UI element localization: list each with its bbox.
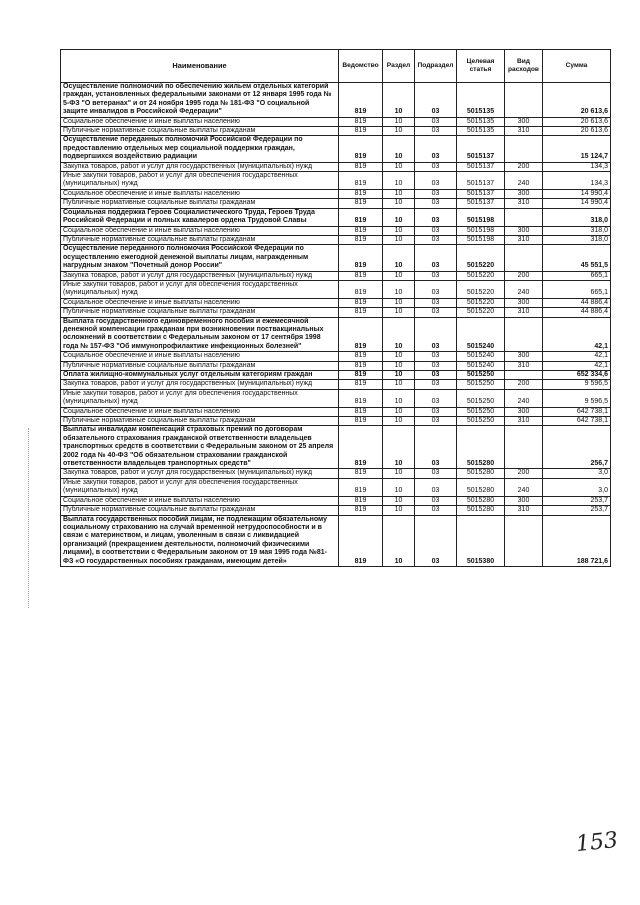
cell-statya: 5015280 [457,506,505,515]
cell-summa: 9 596,5 [543,380,611,389]
cell-statya: 5015220 [457,245,505,271]
cell-vid [505,371,543,380]
cell-statya: 5015250 [457,407,505,416]
cell-vedomstvo: 819 [339,136,383,162]
cell-vedomstvo: 819 [339,352,383,361]
cell-name: Публичные нормативные социальные выплаты гражданам [61,417,339,426]
cell-summa: 42,1 [543,361,611,370]
cell-podrazdel: 03 [415,426,457,469]
budget-table [60,49,611,567]
cell-summa: 134,3 [543,172,611,190]
cell-razdel: 10 [383,426,415,469]
cell-podrazdel: 03 [415,136,457,162]
cell-podrazdel: 03 [415,515,457,566]
cell-statya: 5015380 [457,515,505,566]
cell-razdel: 10 [383,478,415,496]
cell-podrazdel: 03 [415,226,457,235]
cell-podrazdel: 03 [415,417,457,426]
cell-statya: 5015250 [457,380,505,389]
cell-vedomstvo: 819 [339,389,383,407]
table-row [61,496,611,505]
cell-summa: 3,0 [543,469,611,478]
cell-summa: 253,7 [543,496,611,505]
cell-name: Оплата жилищно-коммунальных услуг отдельным категориям граждан [61,371,339,380]
table-row [61,361,611,370]
cell-podrazdel: 03 [415,172,457,190]
table-row [61,127,611,136]
cell-name: Социальное обеспечение и иные выплаты населению [61,117,339,126]
cell-razdel: 10 [383,245,415,271]
cell-podrazdel: 03 [415,389,457,407]
cell-podrazdel: 03 [415,506,457,515]
cell-razdel: 10 [383,162,415,171]
cell-vedomstvo: 819 [339,208,383,226]
cell-vid: 300 [505,298,543,307]
cell-name: Социальное обеспечение и иные выплаты населению [61,496,339,505]
cell-statya: 5015280 [457,469,505,478]
cell-statya: 5015137 [457,136,505,162]
cell-vedomstvo: 819 [339,280,383,298]
cell-summa: 3,0 [543,478,611,496]
cell-razdel: 10 [383,506,415,515]
cell-vid: 310 [505,308,543,317]
cell-statya: 5015280 [457,496,505,505]
cell-razdel: 10 [383,83,415,118]
cell-statya: 5015220 [457,298,505,307]
cell-name: Иные закупки товаров, работ и услуг для обеспечения государственных (муниципальных) нужд [61,478,339,496]
table-row [61,226,611,235]
table-row-section [61,245,611,271]
cell-statya: 5015198 [457,235,505,244]
table-row [61,469,611,478]
cell-vedomstvo: 819 [339,506,383,515]
cell-podrazdel: 03 [415,496,457,505]
cell-vedomstvo: 819 [339,380,383,389]
cell-podrazdel: 03 [415,308,457,317]
cell-statya: 5015198 [457,226,505,235]
cell-podrazdel: 03 [415,271,457,280]
cell-razdel: 10 [383,226,415,235]
cell-podrazdel: 03 [415,199,457,208]
cell-summa: 253,7 [543,506,611,515]
cell-podrazdel: 03 [415,208,457,226]
cell-name: Социальное обеспечение и иные выплаты населению [61,352,339,361]
cell-vedomstvo: 819 [339,298,383,307]
cell-statya: 5015280 [457,478,505,496]
cell-vedomstvo: 819 [339,199,383,208]
cell-name: Иные закупки товаров, работ и услуг для обеспечения государственных (муниципальных) нужд [61,389,339,407]
cell-summa: 20 613,6 [543,83,611,118]
cell-name: Осуществление полномочий по обеспечению жильем отдельных категорий граждан, установленных федеральными законами от 12 января 1995 года № 5-ФЗ "О ветеранах" и от 24 ноября 1995 года № 181-ФЗ "О социальной защите инвалидов в Российской Федерации" [61,83,339,118]
cell-summa: 20 613,6 [543,127,611,136]
cell-podrazdel: 03 [415,380,457,389]
table-row-section [61,371,611,380]
cell-name: Выплаты инвалидам компенсаций страховых премий по договорам обязательного страхования гражданской ответственности владельцев транспортных средств в соответствии с Федеральным законом от 25 апреля 2002 года № 40-ФЗ "Об обязательном страховании гражданской ответственности владельцев транспортных средств" [61,426,339,469]
cell-vid: 200 [505,380,543,389]
cell-vid: 300 [505,226,543,235]
cell-podrazdel: 03 [415,469,457,478]
cell-vedomstvo: 819 [339,226,383,235]
cell-vedomstvo: 819 [339,317,383,352]
cell-summa: 20 613,6 [543,117,611,126]
cell-vedomstvo: 819 [339,478,383,496]
cell-statya: 5015220 [457,308,505,317]
cell-razdel: 10 [383,127,415,136]
table-row [61,162,611,171]
cell-vid: 240 [505,478,543,496]
cell-razdel: 10 [383,308,415,317]
cell-vid: 310 [505,127,543,136]
cell-vedomstvo: 819 [339,407,383,416]
cell-summa: 318,0 [543,226,611,235]
cell-vedomstvo: 819 [339,245,383,271]
cell-vid [505,136,543,162]
cell-summa: 665,1 [543,271,611,280]
cell-name: Выплата государственных пособий лицам, не подлежащим обязательному социальному страхованию на случай временной нетрудоспособности и в связи с материнством, и лицам, уволенным в связи с ликвидацией организаций (прекращением деятельности, полномочий физическими лицами), в соответствии с Федеральным законом от 19 мая 1995 года №81-ФЗ «О государственных пособиях гражданам, имеющим детей» [61,515,339,566]
cell-name: Закупка товаров, работ и услуг для государственных (муниципальных) нужд [61,380,339,389]
cell-summa: 42,1 [543,352,611,361]
cell-razdel: 10 [383,271,415,280]
cell-statya: 5015135 [457,117,505,126]
cell-vedomstvo: 819 [339,417,383,426]
cell-vid: 200 [505,162,543,171]
cell-razdel: 10 [383,389,415,407]
cell-vid: 300 [505,189,543,198]
cell-podrazdel: 03 [415,127,457,136]
table-row [61,352,611,361]
cell-vid: 200 [505,469,543,478]
cell-razdel: 10 [383,371,415,380]
cell-vedomstvo: 819 [339,515,383,566]
header-summa: Сумма [543,50,611,83]
cell-name: Публичные нормативные социальные выплаты гражданам [61,308,339,317]
cell-statya: 5015137 [457,172,505,190]
cell-vedomstvo: 819 [339,426,383,469]
cell-vedomstvo: 819 [339,235,383,244]
cell-vedomstvo: 819 [339,172,383,190]
cell-vid: 300 [505,496,543,505]
cell-podrazdel: 03 [415,117,457,126]
cell-vid: 240 [505,389,543,407]
cell-podrazdel: 03 [415,371,457,380]
cell-podrazdel: 03 [415,361,457,370]
cell-summa: 642 738,1 [543,417,611,426]
cell-razdel: 10 [383,352,415,361]
cell-razdel: 10 [383,496,415,505]
cell-name: Социальное обеспечение и иные выплаты населению [61,226,339,235]
header-podrazdel: Подраздел [415,50,457,83]
cell-razdel: 10 [383,407,415,416]
cell-vedomstvo: 819 [339,83,383,118]
cell-vid: 240 [505,172,543,190]
cell-statya: 5015198 [457,208,505,226]
cell-razdel: 10 [383,172,415,190]
table-row [61,478,611,496]
header-statya: Целевая статья [457,50,505,83]
table-row [61,380,611,389]
cell-vid: 310 [505,361,543,370]
cell-statya: 5015220 [457,271,505,280]
table-row [61,389,611,407]
cell-statya: 5015137 [457,162,505,171]
cell-razdel: 10 [383,189,415,198]
cell-name: Социальное обеспечение и иные выплаты населению [61,407,339,416]
cell-vedomstvo: 819 [339,371,383,380]
table-row [61,506,611,515]
cell-razdel: 10 [383,317,415,352]
cell-name: Публичные нормативные социальные выплаты гражданам [61,361,339,370]
cell-statya: 5015240 [457,352,505,361]
cell-razdel: 10 [383,469,415,478]
cell-summa: 318,0 [543,208,611,226]
cell-vid [505,515,543,566]
cell-podrazdel: 03 [415,352,457,361]
table-body [61,83,611,567]
cell-statya: 5015240 [457,361,505,370]
cell-name: Социальное обеспечение и иные выплаты населению [61,298,339,307]
cell-vid [505,426,543,469]
header-vid: Вид расходов [505,50,543,83]
table-row-section [61,208,611,226]
table-row [61,298,611,307]
cell-razdel: 10 [383,515,415,566]
cell-podrazdel: 03 [415,83,457,118]
table-row [61,280,611,298]
table-row [61,407,611,416]
cell-summa: 9 596,5 [543,389,611,407]
cell-summa: 14 990,4 [543,189,611,198]
cell-summa: 42,1 [543,317,611,352]
table-header-row [61,50,611,83]
table-row [61,189,611,198]
table-row [61,417,611,426]
cell-vid: 200 [505,271,543,280]
cell-name: Закупка товаров, работ и услуг для государственных (муниципальных) нужд [61,162,339,171]
cell-summa: 14 990,4 [543,199,611,208]
cell-razdel: 10 [383,417,415,426]
table-row-section [61,426,611,469]
cell-vedomstvo: 819 [339,469,383,478]
cell-razdel: 10 [383,199,415,208]
table-row [61,199,611,208]
cell-statya: 5015135 [457,83,505,118]
cell-name: Социальная поддержка Героев Социалистического Труда, Героев Труда Российской Федерации и полных кавалеров ордена Трудовой Славы [61,208,339,226]
cell-statya: 5015137 [457,189,505,198]
cell-podrazdel: 03 [415,162,457,171]
cell-vedomstvo: 819 [339,162,383,171]
cell-podrazdel: 03 [415,478,457,496]
cell-vid [505,208,543,226]
cell-summa: 652 334,6 [543,371,611,380]
cell-podrazdel: 03 [415,317,457,352]
cell-name: Осуществление переданного полномочия Российской Федерации по осуществлению ежегодной денежной выплаты лицам, награжденным нагрудным знаком "Почетный донор России" [61,245,339,271]
cell-summa: 45 551,5 [543,245,611,271]
page-number: 153 [574,827,620,858]
cell-podrazdel: 03 [415,280,457,298]
cell-razdel: 10 [383,361,415,370]
cell-vid: 300 [505,117,543,126]
cell-razdel: 10 [383,235,415,244]
cell-name: Выплата государственного единовременного пособия и ежемесячной денежной компенсации гражданам при возникновении поствакцинальных осложнений в соответствии с Федеральным законом от 17 сентября 1998 года № 157-ФЗ "Об иммунопрофилактике инфекционных болезней" [61,317,339,352]
cell-summa: 44 886,4 [543,308,611,317]
header-vedomstvo: Ведомство [339,50,383,83]
cell-summa: 188 721,6 [543,515,611,566]
cell-statya: 5015137 [457,199,505,208]
cell-summa: 44 886,4 [543,298,611,307]
cell-vedomstvo: 819 [339,117,383,126]
cell-vedomstvo: 819 [339,308,383,317]
cell-vedomstvo: 819 [339,189,383,198]
header-name: Наименование [61,50,339,83]
cell-razdel: 10 [383,280,415,298]
cell-summa: 665,1 [543,280,611,298]
cell-vid [505,83,543,118]
table-row-section [61,83,611,118]
cell-name: Иные закупки товаров, работ и услуг для обеспечения государственных (муниципальных) нужд [61,172,339,190]
cell-summa: 642 738,1 [543,407,611,416]
cell-razdel: 10 [383,298,415,307]
cell-vedomstvo: 819 [339,361,383,370]
cell-name: Закупка товаров, работ и услуг для государственных (муниципальных) нужд [61,271,339,280]
cell-summa: 256,7 [543,426,611,469]
table-row-section [61,515,611,566]
table-row-section [61,136,611,162]
cell-name: Публичные нормативные социальные выплаты гражданам [61,127,339,136]
cell-statya: 5015240 [457,317,505,352]
cell-summa: 134,3 [543,162,611,171]
cell-statya: 5015280 [457,426,505,469]
header-razdel: Раздел [383,50,415,83]
cell-vid: 310 [505,199,543,208]
cell-podrazdel: 03 [415,407,457,416]
cell-razdel: 10 [383,136,415,162]
cell-summa: 15 124,7 [543,136,611,162]
table-row [61,271,611,280]
table-row-section [61,317,611,352]
table-row [61,235,611,244]
cell-razdel: 10 [383,208,415,226]
table-row [61,172,611,190]
cell-name: Публичные нормативные социальные выплаты гражданам [61,199,339,208]
cell-statya: 5015220 [457,280,505,298]
cell-name: Публичные нормативные социальные выплаты гражданам [61,235,339,244]
cell-summa: 318,0 [543,235,611,244]
cell-statya: 5015250 [457,389,505,407]
cell-name: Иные закупки товаров, работ и услуг для обеспечения государственных (муниципальных) нужд [61,280,339,298]
cell-vedomstvo: 819 [339,271,383,280]
cell-statya: 5015135 [457,127,505,136]
cell-vid: 240 [505,280,543,298]
cell-name: Закупка товаров, работ и услуг для государственных (муниципальных) нужд [61,469,339,478]
cell-vid: 310 [505,506,543,515]
cell-podrazdel: 03 [415,298,457,307]
cell-podrazdel: 03 [415,245,457,271]
table-row [61,308,611,317]
cell-vid [505,245,543,271]
cell-name: Социальное обеспечение и иные выплаты населению [61,189,339,198]
cell-vid: 300 [505,352,543,361]
cell-podrazdel: 03 [415,189,457,198]
table-row [61,117,611,126]
cell-vid [505,317,543,352]
cell-vedomstvo: 819 [339,496,383,505]
cell-vedomstvo: 819 [339,127,383,136]
cell-razdel: 10 [383,117,415,126]
cell-vid: 300 [505,407,543,416]
cell-statya: 5015250 [457,371,505,380]
cell-vid: 310 [505,417,543,426]
cell-vid: 310 [505,235,543,244]
cell-name: Осуществление переданных полномочий Российской Федерации по предоставлению отдельных мер социальной поддержки граждан, подвергшихся воздействию радиации [61,136,339,162]
cell-podrazdel: 03 [415,235,457,244]
margin-mark [28,428,35,608]
cell-statya: 5015250 [457,417,505,426]
cell-razdel: 10 [383,380,415,389]
cell-name: Публичные нормативные социальные выплаты гражданам [61,506,339,515]
